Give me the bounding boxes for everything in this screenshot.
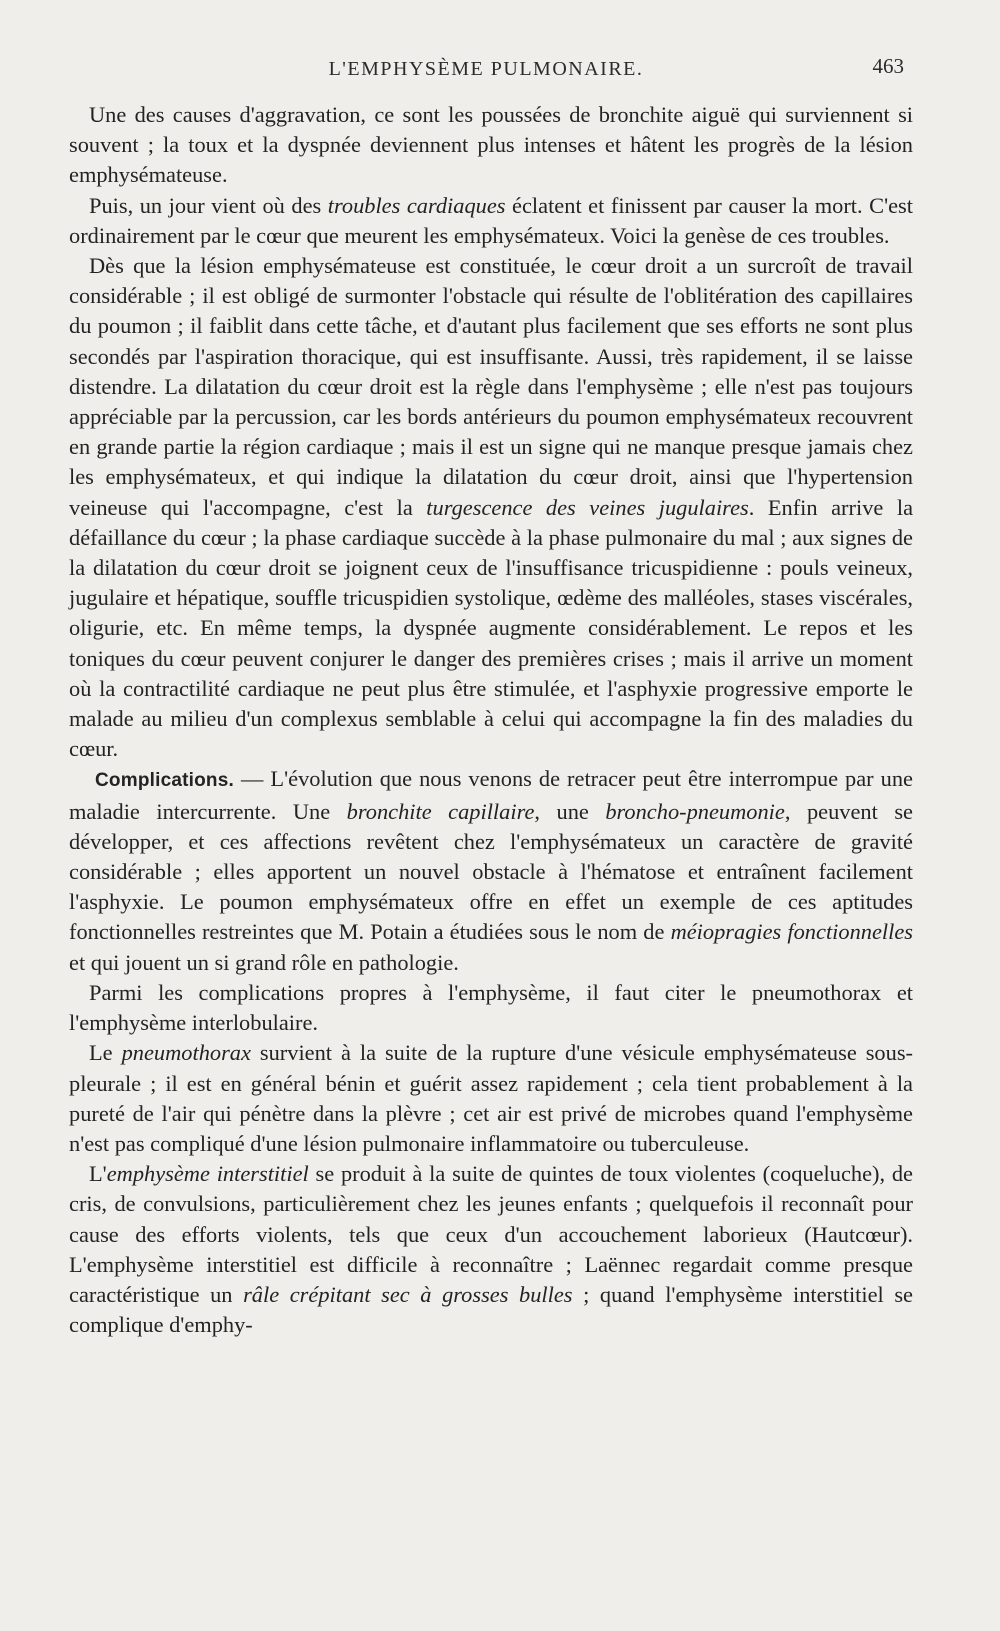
paragraph-text: , peuvent se développer, et ces affections revêtent chez l'emphysémateux un caractère de gravité considérable ; elles apportent un nouvel obstacle à l'hématose et entraînent facilement l'asphyxie. Le poumon emphysémateux offre en effet un exemple de ces aptitudes fonctionnelles restreintes que M. Potain a étudiées sous le nom de (69, 798, 913, 945)
paragraph-text: Une des causes d'aggravation, ce sont les poussées de bronchite aiguë qui surviennent si souvent ; la toux et la dyspnée deviennent plus intenses et hâtent les progrès de la lésion emphysémateuse. (69, 102, 913, 188)
paragraph-complications-propres (69, 978, 913, 1038)
paragraph-text: Le (89, 1040, 122, 1066)
paragraph-pneumothorax (69, 1038, 913, 1159)
italic-term: bronchite capillaire (346, 798, 535, 824)
paragraph-text: survient à la suite de la rupture d'une vésicule emphysémateuse sous-pleurale ; il est en général bénin et guérit assez rapidement ; cela tient probablement à la pureté de l'air qui pénètre dans la plèvre ; cet air est privé de microbes quand l'emphysème n'est pas compliqué d'une lésion pulmonaire inflammatoire ou tuberculeuse. (69, 1040, 913, 1156)
paragraph-troubles-cardiaques (69, 191, 913, 251)
body-text (69, 100, 913, 1340)
paragraph-text: L' (89, 1161, 107, 1187)
italic-term: méiopragies fonctionnelles (670, 919, 913, 945)
page-number: 463 (872, 54, 904, 78)
paragraph-text: Dès que la lésion emphysémateuse est constituée, le cœur droit a un surcroît de travail considérable ; il est obligé de surmonter l'obstacle qui résulte de l'oblitération des capillaires du poumon ; il faiblit dans cette tâche, et d'autant plus facilement que ses efforts ne sont plus secondés par l'aspiration thoracique, qui est insuffisante. Aussi, très rapidement, il se laisse distendre. La dilatation du cœur droit est la règle dans l'emphysème ; elle n'est pas toujours appréciable par la percussion, car les bords antérieurs du poumon emphysémateux recouvrent en grande partie la région cardiaque ; mais il est un signe qui ne manque presque jamais chez les emphysémateux, et qui indique la dilatation du cœur droit, ainsi que l'hypertension veineuse qui l'accompagne, c'est la (69, 253, 913, 520)
paragraph-text: éclatent et finissent par causer la mort. C'est ordinairement par le cœur que meurent les emphysémateux. Voici la genèse de ces troubles. (69, 192, 913, 248)
italic-term: râle crépitant sec à grosses bulles (243, 1281, 573, 1307)
section-heading: Complications. (95, 770, 234, 792)
paragraph-text: se produit à la suite de quintes de toux violentes (coqueluche), de cris, de convulsions, particulièrement chez les jeunes enfants ; quelquefois il reconnaît pour cause des efforts violents, tels que ceux d'un accouchement laborieux (Hautcœur). L'emphysème interstitiel est difficile à reconnaître ; Laënnec regardait comme presque caractéristique un (69, 1161, 913, 1307)
paragraph-aggravation (69, 100, 913, 191)
italic-term: pneumothorax (121, 1040, 251, 1066)
italic-term: emphysème interstitiel (106, 1161, 309, 1187)
paragraph-text: . Enfin arrive la défaillance du cœur ; la phase cardiaque succède à la phase pulmonaire du mal ; aux signes de la dilatation du cœur droit se joignent ceux de l'insuffisance tricuspidienne : pouls veineux, jugulaire et hépatique, souffle tricuspidien systolique, œdème des malléoles, stases viscérales, oligurie, etc. En même temps, la dyspnée augmente considérablement. Le repos et les toniques du cœur peuvent conjurer le danger des premières crises ; mais il arrive un moment où la contractilité cardiaque ne peut plus être stimulée, et l'asphyxie progressive emporte le malade au milieu d'un complexus semblable à celui qui accompagne la fin des maladies du cœur. (69, 494, 914, 762)
paragraph-text: Puis, un jour vient où des (89, 192, 328, 218)
italic-term: broncho-pneumonie (605, 798, 785, 824)
italic-term: turgescence des veines jugulaires (426, 494, 749, 520)
paragraph-emphyseme-interstitiel (69, 1159, 913, 1340)
italic-term: troubles cardiaques (327, 192, 506, 218)
paragraph-text: Parmi les complications propres à l'emphysème, il faut citer le pneumothorax et l'emphysème interlobulaire. (69, 979, 913, 1036)
paragraph-lesion-constituee (69, 251, 913, 764)
paragraph-text: et qui jouent un si grand rôle en pathologie. (69, 949, 459, 975)
page-header (68, 54, 904, 88)
paragraph-complications (69, 764, 913, 977)
paragraph-text: , une (534, 798, 606, 824)
running-title: L'EMPHYSÈME PULMONAIRE. (328, 58, 644, 80)
paragraph-text: ; quand l'emphysème interstitiel se complique d'emphy- (69, 1281, 913, 1338)
paragraph-text: — L'évolution que nous venons de retracer peut être interrompue par une maladie intercurrente. Une (69, 766, 913, 824)
